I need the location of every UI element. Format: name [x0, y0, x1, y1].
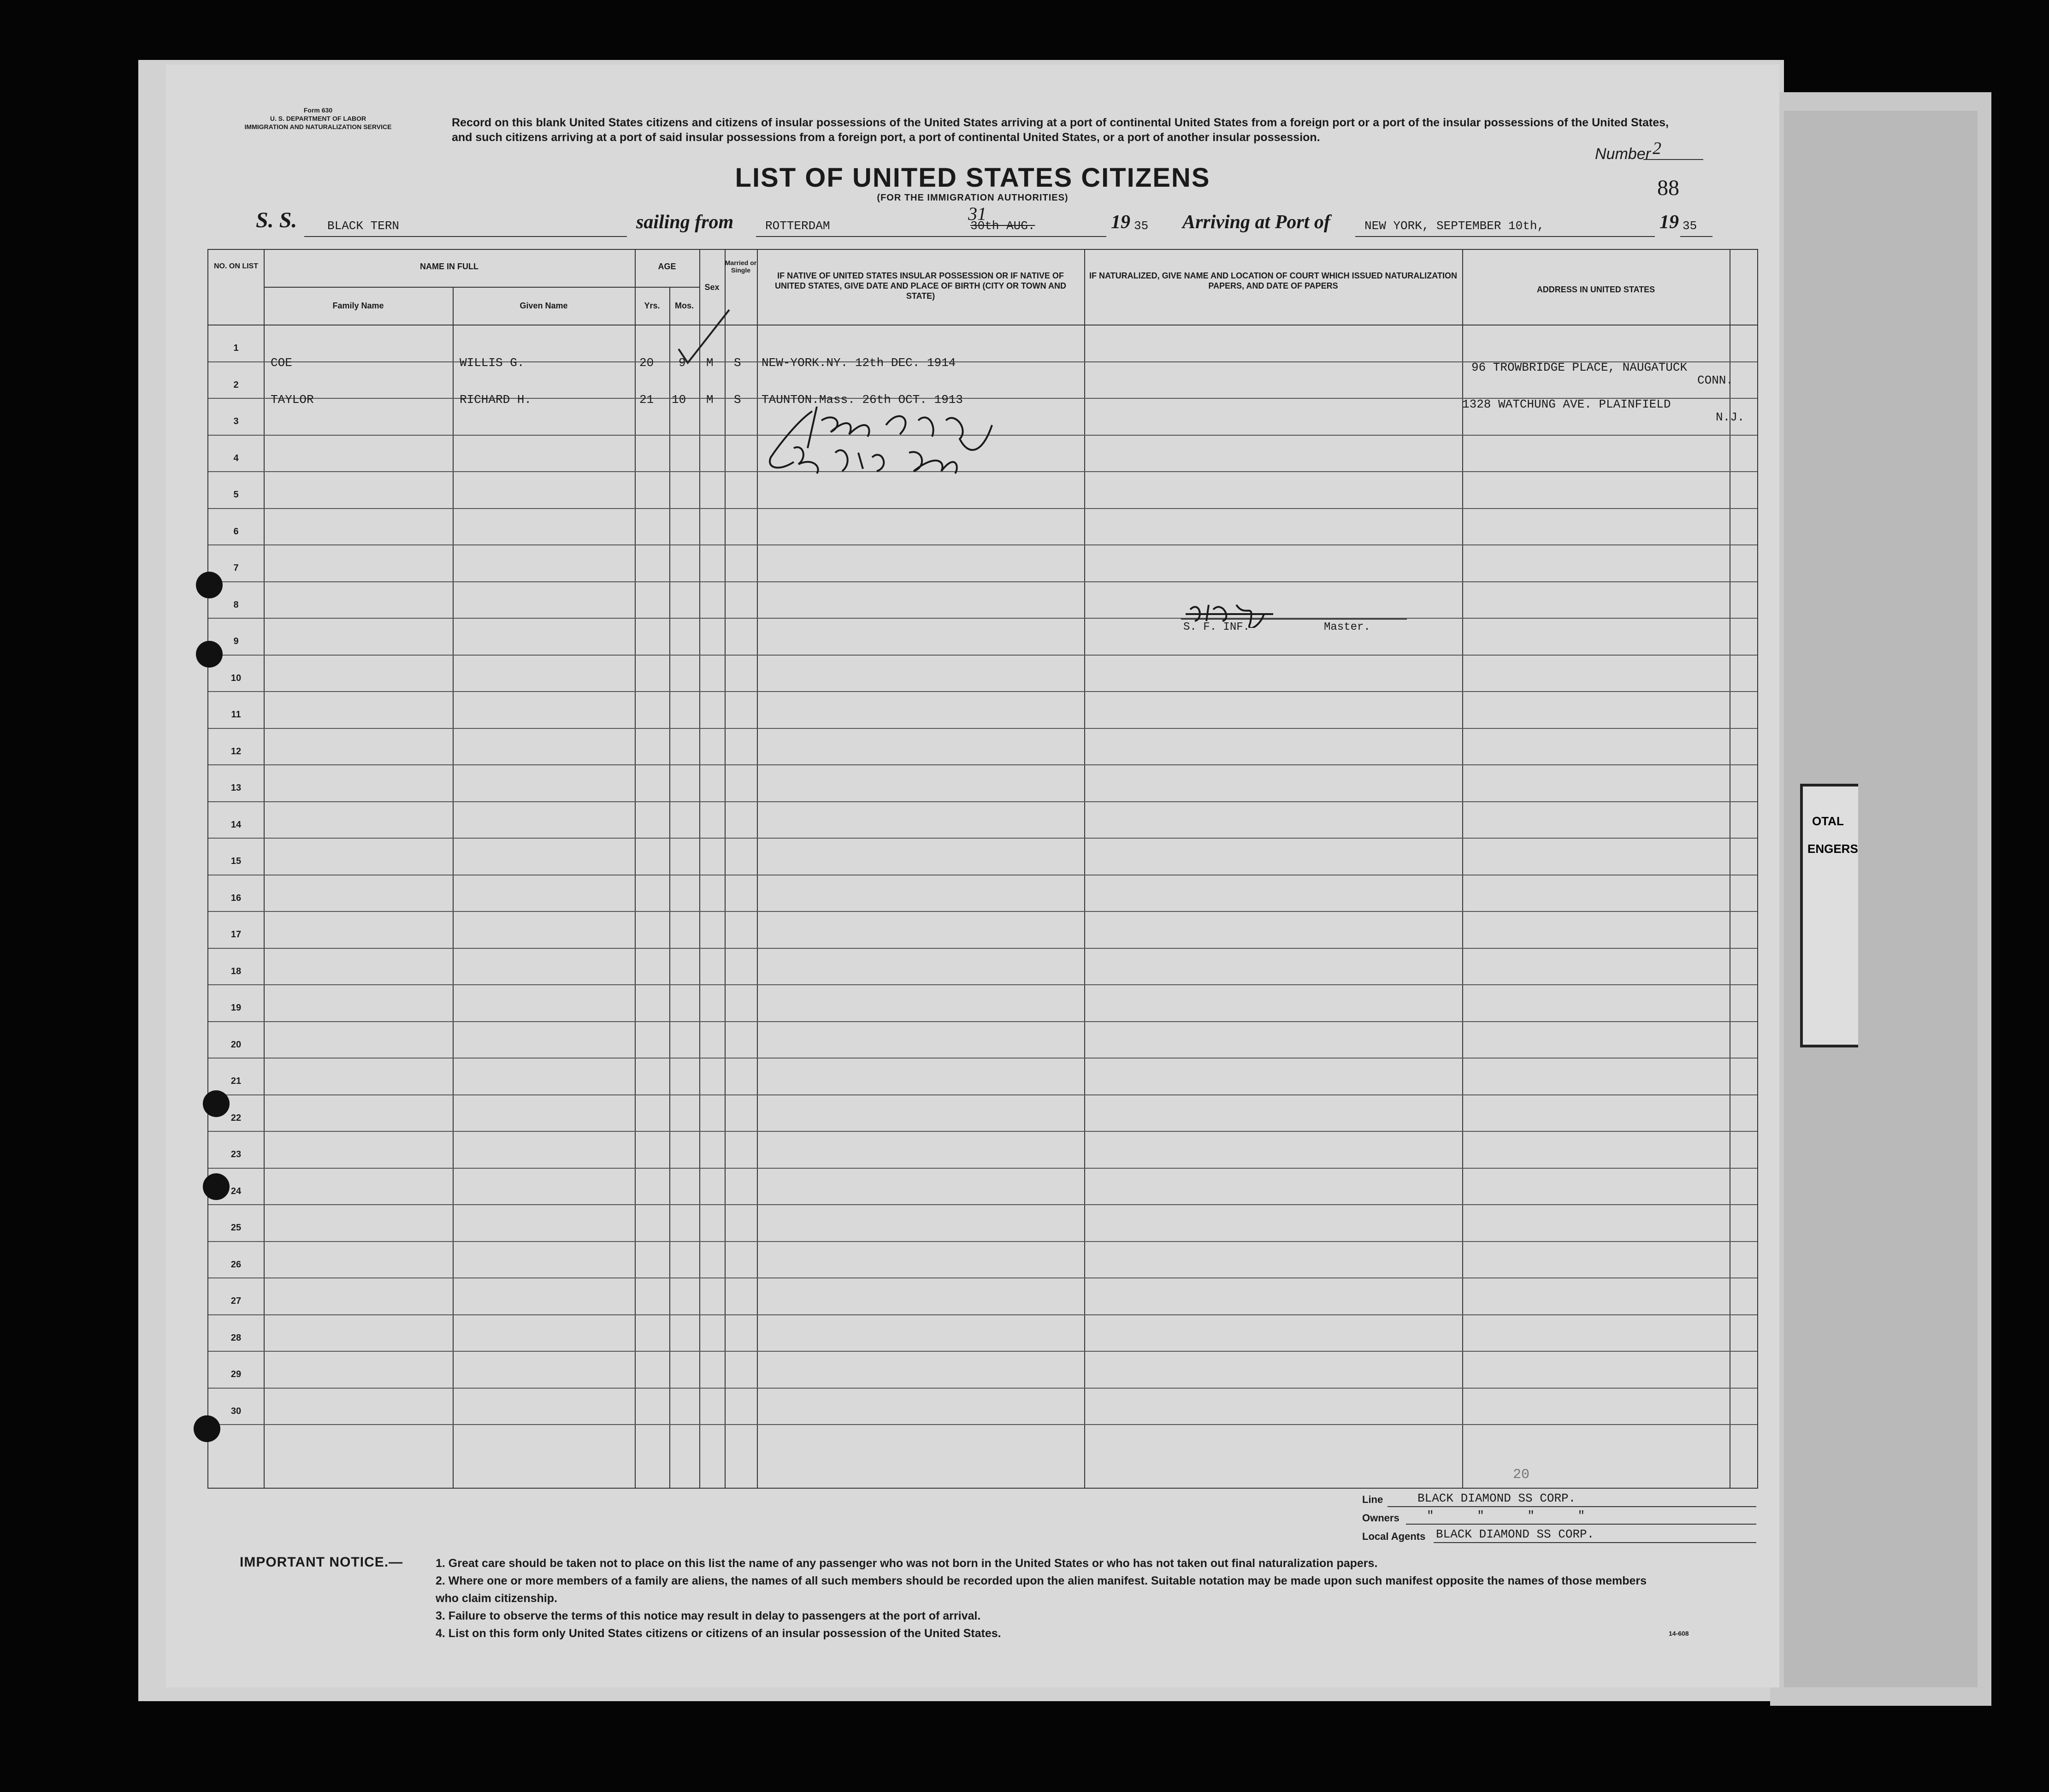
row-number: 11	[231, 710, 241, 720]
row1-address2: CONN.	[1697, 373, 1734, 387]
notice-1: 1. Great care should be taken not to place on this list the name of any passenger who was not born in the United States or who has not taken out final naturalization papers.	[436, 1557, 1378, 1570]
row-number: 2	[233, 379, 239, 390]
col-no: NO. ON LIST	[214, 262, 258, 270]
row-rule	[208, 655, 1757, 656]
col-yrs: Yrs.	[644, 301, 660, 310]
row2-mos: 10	[672, 393, 686, 407]
inspector-signature	[762, 393, 1029, 480]
punch-hole	[196, 641, 223, 668]
total-passengers-box	[1800, 784, 1858, 1047]
col-native-birth: IF NATIVE OF UNITED STATES INSULAR POSSESSION OR IF NATIVE OF UNITED STATES, GIVE DATE AND PLACE OF BIRTH (CITY OR TOWN AND STATE)	[774, 271, 1066, 301]
row-rule	[208, 838, 1757, 839]
row-rule	[208, 1168, 1757, 1169]
manifest-page	[166, 65, 1779, 1687]
master-label: Master.	[1324, 621, 1370, 633]
row-number: 6	[233, 526, 239, 537]
row-number: 22	[230, 1112, 242, 1123]
row-number: 1	[233, 343, 239, 353]
row-rule	[208, 1204, 1757, 1205]
row1-status: S	[734, 356, 741, 370]
row-number: 18	[230, 966, 242, 976]
row-rule	[208, 1351, 1757, 1352]
row-number: 23	[230, 1149, 242, 1159]
row2-address: 1328 WATCHUNG AVE. PLAINFIELD	[1462, 397, 1671, 411]
row2-yrs: 21	[639, 393, 654, 407]
year-suffix: 35	[1134, 219, 1149, 233]
row-number: 30	[230, 1406, 242, 1416]
col-address: ADDRESS IN UNITED STATES	[1536, 285, 1655, 294]
row-number: 26	[230, 1259, 242, 1270]
row-number: 8	[233, 599, 239, 610]
row-rule	[208, 1058, 1757, 1059]
row-rule	[208, 728, 1757, 729]
row1-mos: 9	[679, 356, 686, 370]
row-number: 24	[230, 1186, 242, 1196]
row-rule	[208, 911, 1757, 912]
day-handwritten: 31	[968, 203, 986, 224]
row-rule	[208, 1131, 1757, 1132]
row-rule	[208, 508, 1757, 509]
row-number: 19	[230, 1003, 242, 1013]
row-number: 17	[230, 929, 242, 940]
citizens-table	[207, 249, 1758, 1489]
agents-label: Local Agents	[1362, 1531, 1426, 1542]
service-name: IMMIGRATION AND NATURALIZATION SERVICE	[244, 123, 392, 130]
row2-status: S	[734, 393, 741, 407]
record-note: Record on this blank United States citizens and citizens of insular possessions of the United States arriving at a port of continental United States from a foreign port or a port of the insular possessions of the United States, and such citizens arriving at a port of said insular possessions from a foreign port, a port of continental United States, or a port of another insular possession.	[452, 116, 1669, 144]
notice-3: 3. Failure to observe the terms of this notice may result in delay to passengers at the port of arrival.	[436, 1609, 981, 1622]
row-number: 4	[233, 453, 239, 463]
row2-given: RICHARD H.	[460, 393, 532, 407]
row-number: 5	[233, 490, 239, 500]
row2-birth: TAUNTON.Mass. 26th OCT. 1913	[762, 393, 963, 407]
row-rule	[208, 1424, 1757, 1425]
row-rule	[208, 948, 1757, 949]
row-rule	[208, 1021, 1757, 1022]
row2-family: TAYLOR	[271, 393, 314, 407]
row-rule	[208, 691, 1757, 692]
row1-family: COE	[271, 356, 292, 370]
punch-hole	[203, 1173, 230, 1200]
form-number: Form 630	[303, 106, 333, 114]
page-subtitle: (FOR THE IMMIGRATION AUTHORITIES)	[877, 193, 1069, 203]
ship-name: BLACK TERN	[327, 219, 400, 233]
row-number: 3	[233, 416, 239, 426]
row2-sex: M	[706, 393, 714, 407]
ss-label: S. S.	[256, 208, 297, 232]
row-rule	[208, 1241, 1757, 1242]
form-header-block	[221, 106, 415, 131]
col-name-in-full: NAME IN FULL	[420, 262, 478, 271]
line-label: Line	[1362, 1494, 1383, 1505]
arrive-year-prefix: 19	[1659, 212, 1679, 233]
col-age: AGE	[658, 262, 676, 271]
port-from: ROTTERDAM	[765, 219, 830, 233]
row1-sex: M	[706, 356, 714, 370]
row-number: 14	[230, 819, 242, 830]
row1-address: 96 TROWBRIDGE PLACE, NAUGATUCK	[1471, 361, 1688, 374]
port-to: NEW YORK, SEPTEMBER 10th,	[1364, 219, 1545, 233]
master-signature	[1181, 591, 1287, 628]
col-naturalized: IF NATURALIZED, GIVE NAME AND LOCATION OF COURT WHICH ISSUED NATURALIZATION PAPERS, AND DATE OF PAPERS	[1089, 271, 1457, 290]
row-rule	[208, 544, 1757, 545]
notice-2: 2. Where one or more members of a family are aliens, the names of all such members should be recorded upon the alien manifest. Suitable notation may be made upon such manifest opposite the names of those members who claim citizenship.	[436, 1574, 1647, 1605]
row1-birth: NEW-YORK.NY. 12th DEC. 1914	[762, 356, 956, 370]
row-rule	[208, 1388, 1757, 1389]
row1-yrs: 20	[639, 356, 654, 370]
owners-label: Owners	[1362, 1512, 1399, 1524]
row-number: 10	[230, 673, 242, 683]
line-value: BLACK DIAMOND SS CORP.	[1417, 1491, 1576, 1505]
master-typed-name: S. F. INF.	[1183, 621, 1250, 633]
row-number: 9	[233, 636, 239, 646]
check-mark	[669, 305, 762, 379]
number-label: Number	[1595, 145, 1651, 163]
punch-hole	[196, 572, 223, 598]
form-code: 14-608	[1669, 1630, 1689, 1637]
notice-4: 4. List on this form only United States citizens or citizens of an insular possession of the United States.	[436, 1627, 1001, 1640]
col-mos: Mos.	[674, 301, 694, 310]
department-name: U. S. DEPARTMENT OF LABOR	[270, 115, 366, 122]
number-value: 2	[1653, 139, 1661, 158]
owners-value: " " " "	[1427, 1509, 1585, 1523]
year-prefix: 19	[1111, 212, 1130, 233]
page-title: LIST OF UNITED STATES CITIZENS	[735, 163, 1211, 193]
col-given-name: Given Name	[520, 301, 568, 310]
row-rule	[208, 618, 1757, 619]
row-rule	[208, 984, 1757, 985]
row-rule	[208, 801, 1757, 802]
row-number: 12	[230, 746, 242, 757]
row-rule	[208, 1094, 1757, 1095]
col-family-name: Family Name	[332, 301, 384, 310]
date-typed: 30th AUG.	[970, 219, 1035, 233]
row1-given: WILLIS G.	[460, 356, 525, 370]
notice-title: IMPORTANT NOTICE.—	[240, 1555, 403, 1570]
tab-line2: ENGERS	[1807, 842, 1858, 856]
row-rule	[208, 1277, 1757, 1278]
row-number: 25	[230, 1223, 242, 1233]
row-number: 29	[230, 1369, 242, 1379]
sailing-from-label: sailing from	[636, 212, 734, 233]
arriving-label: Arriving at Port of	[1182, 212, 1330, 233]
punch-hole	[194, 1415, 220, 1442]
row-number: 21	[230, 1076, 242, 1086]
row-number: 27	[230, 1296, 242, 1306]
row2-address2: N.J.	[1716, 410, 1745, 424]
arrive-year-suffix: 35	[1683, 219, 1697, 233]
list-number: 88	[1657, 176, 1679, 200]
row-number: 16	[230, 893, 242, 903]
row-number: 15	[230, 856, 242, 866]
tab-line1: OTAL	[1812, 814, 1844, 828]
row-rule	[208, 581, 1757, 582]
col-sex: Sex	[704, 283, 720, 292]
row-rule	[208, 1314, 1757, 1315]
punch-hole	[203, 1090, 230, 1117]
important-notice	[436, 1555, 1671, 1642]
col-married-single: Married or Single	[725, 259, 757, 274]
row-number: 28	[230, 1332, 242, 1343]
row-number: 13	[230, 783, 242, 793]
row-number: 20	[230, 1039, 242, 1050]
row-number: 7	[233, 563, 239, 573]
row-rule	[208, 764, 1757, 765]
agents-value: BLACK DIAMOND SS CORP.	[1436, 1527, 1594, 1541]
stamp-number: 20	[1513, 1467, 1530, 1483]
